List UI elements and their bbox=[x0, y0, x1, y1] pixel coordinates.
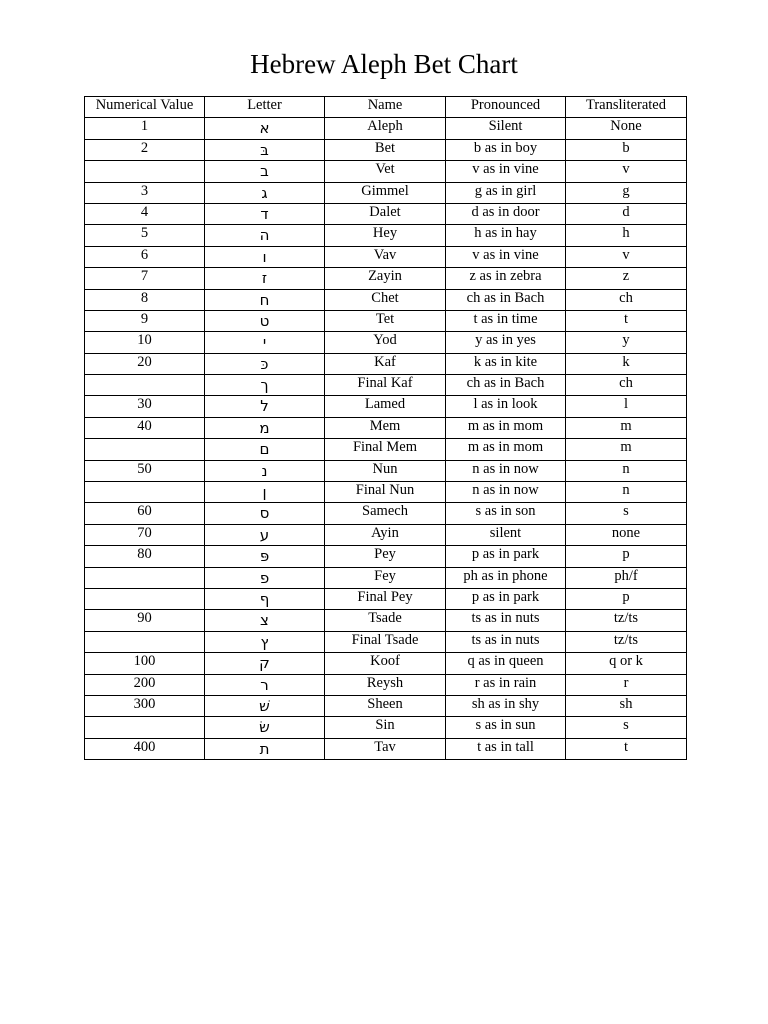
cell-letter: ם bbox=[205, 439, 325, 460]
header-numerical-value: Numerical Value bbox=[85, 97, 205, 118]
cell-name: Zayin bbox=[325, 268, 446, 289]
cell-name: Final Mem bbox=[325, 439, 446, 460]
cell-letter: ק bbox=[205, 653, 325, 674]
cell-name: Gimmel bbox=[325, 182, 446, 203]
cell-transliterated: tz/ts bbox=[566, 631, 687, 652]
table-row bbox=[85, 524, 687, 545]
cell-numerical-value bbox=[85, 482, 205, 503]
cell-numerical-value: 1 bbox=[85, 118, 205, 139]
cell-transliterated: z bbox=[566, 268, 687, 289]
table-row bbox=[85, 118, 687, 139]
cell-letter: ה bbox=[205, 225, 325, 246]
cell-numerical-value: 9 bbox=[85, 310, 205, 331]
cell-letter: ס bbox=[205, 503, 325, 524]
cell-letter: בּ bbox=[205, 139, 325, 160]
cell-pronounced: p as in park bbox=[446, 546, 566, 567]
cell-pronounced: silent bbox=[446, 524, 566, 545]
cell-pronounced: q as in queen bbox=[446, 653, 566, 674]
cell-letter: ך bbox=[205, 375, 325, 396]
cell-letter: מ bbox=[205, 417, 325, 438]
cell-name: Lamed bbox=[325, 396, 446, 417]
cell-letter: א bbox=[205, 118, 325, 139]
cell-name: Bet bbox=[325, 139, 446, 160]
header-name: Name bbox=[325, 97, 446, 118]
cell-transliterated: n bbox=[566, 460, 687, 481]
cell-pronounced: p as in park bbox=[446, 588, 566, 609]
cell-pronounced: ph as in phone bbox=[446, 567, 566, 588]
cell-transliterated: p bbox=[566, 588, 687, 609]
table-body bbox=[85, 118, 687, 760]
cell-letter: פ bbox=[205, 567, 325, 588]
table-row bbox=[85, 588, 687, 609]
cell-letter: י bbox=[205, 332, 325, 353]
cell-pronounced: m as in mom bbox=[446, 417, 566, 438]
cell-transliterated: m bbox=[566, 439, 687, 460]
cell-pronounced: m as in mom bbox=[446, 439, 566, 460]
cell-transliterated: v bbox=[566, 246, 687, 267]
cell-name: Aleph bbox=[325, 118, 446, 139]
cell-transliterated: sh bbox=[566, 695, 687, 716]
cell-letter: ז bbox=[205, 268, 325, 289]
cell-transliterated: n bbox=[566, 482, 687, 503]
cell-name: Chet bbox=[325, 289, 446, 310]
cell-name: Mem bbox=[325, 417, 446, 438]
cell-name: Final Tsade bbox=[325, 631, 446, 652]
cell-letter: ט bbox=[205, 310, 325, 331]
cell-name: Sheen bbox=[325, 695, 446, 716]
table-row bbox=[85, 546, 687, 567]
page-title: Hebrew Aleph Bet Chart bbox=[250, 49, 518, 79]
cell-name: Final Pey bbox=[325, 588, 446, 609]
header-letter: Letter bbox=[205, 97, 325, 118]
table-row bbox=[85, 717, 687, 738]
cell-name: Pey bbox=[325, 546, 446, 567]
cell-transliterated: p bbox=[566, 546, 687, 567]
cell-letter: צ bbox=[205, 610, 325, 631]
cell-transliterated: l bbox=[566, 396, 687, 417]
table-row bbox=[85, 375, 687, 396]
cell-transliterated: t bbox=[566, 310, 687, 331]
table-row bbox=[85, 310, 687, 331]
table-row bbox=[85, 503, 687, 524]
table-row bbox=[85, 695, 687, 716]
cell-numerical-value: 400 bbox=[85, 738, 205, 759]
cell-transliterated: none bbox=[566, 524, 687, 545]
cell-numerical-value: 10 bbox=[85, 332, 205, 353]
cell-letter: שׂ bbox=[205, 717, 325, 738]
table-row bbox=[85, 674, 687, 695]
cell-letter: פּ bbox=[205, 546, 325, 567]
table-row bbox=[85, 653, 687, 674]
cell-transliterated: ch bbox=[566, 289, 687, 310]
table-row bbox=[85, 353, 687, 374]
cell-pronounced: sh as in shy bbox=[446, 695, 566, 716]
cell-numerical-value: 6 bbox=[85, 246, 205, 267]
cell-pronounced: s as in sun bbox=[446, 717, 566, 738]
table-row bbox=[85, 460, 687, 481]
cell-numerical-value: 2 bbox=[85, 139, 205, 160]
table-row bbox=[85, 225, 687, 246]
cell-name: Final Kaf bbox=[325, 375, 446, 396]
cell-transliterated: ph/f bbox=[566, 567, 687, 588]
cell-pronounced: ts as in nuts bbox=[446, 631, 566, 652]
cell-numerical-value: 4 bbox=[85, 203, 205, 224]
table-row bbox=[85, 482, 687, 503]
cell-letter: נ bbox=[205, 460, 325, 481]
cell-pronounced: z as in zebra bbox=[446, 268, 566, 289]
cell-letter: ל bbox=[205, 396, 325, 417]
cell-name: Yod bbox=[325, 332, 446, 353]
cell-numerical-value: 7 bbox=[85, 268, 205, 289]
cell-pronounced: g as in girl bbox=[446, 182, 566, 203]
cell-name: Vav bbox=[325, 246, 446, 267]
table-row bbox=[85, 417, 687, 438]
header-pronounced: Pronounced bbox=[446, 97, 566, 118]
table-row bbox=[85, 396, 687, 417]
cell-transliterated: v bbox=[566, 161, 687, 182]
cell-name: Vet bbox=[325, 161, 446, 182]
table-header-row bbox=[85, 97, 687, 118]
cell-transliterated: h bbox=[566, 225, 687, 246]
aleph-bet-table bbox=[84, 96, 687, 760]
table-row bbox=[85, 161, 687, 182]
cell-numerical-value bbox=[85, 567, 205, 588]
cell-pronounced: ch as in Bach bbox=[446, 289, 566, 310]
cell-transliterated: y bbox=[566, 332, 687, 353]
cell-name: Samech bbox=[325, 503, 446, 524]
table-row bbox=[85, 631, 687, 652]
cell-numerical-value: 300 bbox=[85, 695, 205, 716]
cell-numerical-value: 70 bbox=[85, 524, 205, 545]
cell-numerical-value: 90 bbox=[85, 610, 205, 631]
cell-transliterated: q or k bbox=[566, 653, 687, 674]
cell-name: Kaf bbox=[325, 353, 446, 374]
cell-name: Dalet bbox=[325, 203, 446, 224]
cell-letter: ת bbox=[205, 738, 325, 759]
cell-numerical-value: 40 bbox=[85, 417, 205, 438]
cell-transliterated: d bbox=[566, 203, 687, 224]
cell-numerical-value bbox=[85, 439, 205, 460]
cell-letter: ן bbox=[205, 482, 325, 503]
cell-numerical-value: 20 bbox=[85, 353, 205, 374]
cell-name: Koof bbox=[325, 653, 446, 674]
table-row bbox=[85, 246, 687, 267]
cell-name: Tet bbox=[325, 310, 446, 331]
cell-name: Sin bbox=[325, 717, 446, 738]
cell-numerical-value: 8 bbox=[85, 289, 205, 310]
cell-pronounced: n as in now bbox=[446, 460, 566, 481]
cell-pronounced: t as in tall bbox=[446, 738, 566, 759]
cell-numerical-value bbox=[85, 631, 205, 652]
table-row bbox=[85, 738, 687, 759]
cell-pronounced: b as in boy bbox=[446, 139, 566, 160]
cell-pronounced: h as in hay bbox=[446, 225, 566, 246]
table-row bbox=[85, 139, 687, 160]
cell-numerical-value: 5 bbox=[85, 225, 205, 246]
cell-name: Nun bbox=[325, 460, 446, 481]
cell-transliterated: s bbox=[566, 503, 687, 524]
cell-pronounced: k as in kite bbox=[446, 353, 566, 374]
cell-pronounced: Silent bbox=[446, 118, 566, 139]
cell-pronounced: s as in son bbox=[446, 503, 566, 524]
cell-name: Reysh bbox=[325, 674, 446, 695]
header-transliterated: Transliterated bbox=[566, 97, 687, 118]
cell-numerical-value: 60 bbox=[85, 503, 205, 524]
cell-pronounced: v as in vine bbox=[446, 246, 566, 267]
cell-letter: ר bbox=[205, 674, 325, 695]
cell-numerical-value: 30 bbox=[85, 396, 205, 417]
cell-letter: ץ bbox=[205, 631, 325, 652]
cell-name: Tav bbox=[325, 738, 446, 759]
cell-transliterated: s bbox=[566, 717, 687, 738]
table-row bbox=[85, 439, 687, 460]
cell-pronounced: n as in now bbox=[446, 482, 566, 503]
cell-transliterated: tz/ts bbox=[566, 610, 687, 631]
cell-numerical-value bbox=[85, 588, 205, 609]
cell-transliterated: m bbox=[566, 417, 687, 438]
cell-transliterated: b bbox=[566, 139, 687, 160]
table-row bbox=[85, 203, 687, 224]
cell-numerical-value: 100 bbox=[85, 653, 205, 674]
cell-letter: ג bbox=[205, 182, 325, 203]
table-row bbox=[85, 332, 687, 353]
cell-name: Ayin bbox=[325, 524, 446, 545]
cell-pronounced: l as in look bbox=[446, 396, 566, 417]
cell-letter: כּ bbox=[205, 353, 325, 374]
cell-transliterated: None bbox=[566, 118, 687, 139]
cell-pronounced: t as in time bbox=[446, 310, 566, 331]
cell-pronounced: y as in yes bbox=[446, 332, 566, 353]
cell-letter: ד bbox=[205, 203, 325, 224]
cell-pronounced: ts as in nuts bbox=[446, 610, 566, 631]
cell-numerical-value: 200 bbox=[85, 674, 205, 695]
cell-numerical-value bbox=[85, 161, 205, 182]
cell-pronounced: ch as in Bach bbox=[446, 375, 566, 396]
table-row bbox=[85, 567, 687, 588]
table-row bbox=[85, 610, 687, 631]
cell-letter: ף bbox=[205, 588, 325, 609]
cell-numerical-value bbox=[85, 717, 205, 738]
cell-numerical-value: 3 bbox=[85, 182, 205, 203]
cell-name: Fey bbox=[325, 567, 446, 588]
cell-transliterated: g bbox=[566, 182, 687, 203]
cell-transliterated: r bbox=[566, 674, 687, 695]
cell-pronounced: v as in vine bbox=[446, 161, 566, 182]
cell-numerical-value: 80 bbox=[85, 546, 205, 567]
cell-pronounced: d as in door bbox=[446, 203, 566, 224]
cell-pronounced: r as in rain bbox=[446, 674, 566, 695]
cell-letter: שׁ bbox=[205, 695, 325, 716]
cell-transliterated: k bbox=[566, 353, 687, 374]
table-row bbox=[85, 268, 687, 289]
cell-name: Tsade bbox=[325, 610, 446, 631]
cell-numerical-value bbox=[85, 375, 205, 396]
cell-transliterated: t bbox=[566, 738, 687, 759]
cell-name: Final Nun bbox=[325, 482, 446, 503]
cell-transliterated: ch bbox=[566, 375, 687, 396]
table-row bbox=[85, 289, 687, 310]
cell-letter: ח bbox=[205, 289, 325, 310]
cell-name: Hey bbox=[325, 225, 446, 246]
cell-letter: ע bbox=[205, 524, 325, 545]
table-row bbox=[85, 182, 687, 203]
cell-numerical-value: 50 bbox=[85, 460, 205, 481]
cell-letter: ו bbox=[205, 246, 325, 267]
cell-letter: ב bbox=[205, 161, 325, 182]
